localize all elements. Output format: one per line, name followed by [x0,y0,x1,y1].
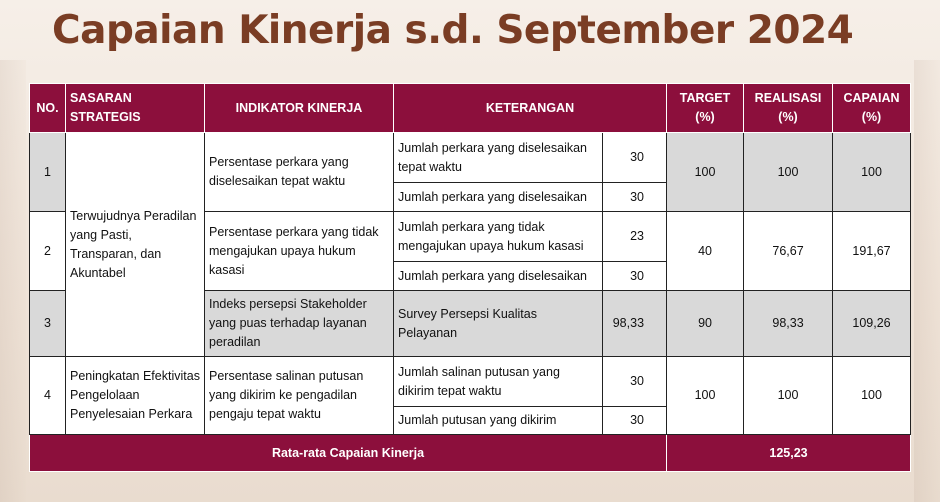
keterangan-value: 30 [603,262,667,291]
performance-table [29,83,911,472]
sasaran-cell: Peningkatan Efektivitas Pengelolaan Penyelesaian Perkara [66,357,205,435]
keterangan-value: 98,33 [603,291,667,357]
row-number: 4 [30,357,66,435]
target-cell: 100 [667,357,744,435]
background-column [0,60,26,502]
header-realisasi: REALISASI (%) [744,84,833,133]
keterangan-label: Jumlah putusan yang dikirim [394,407,603,435]
row-number: 1 [30,133,66,212]
target-cell: 90 [667,291,744,357]
capaian-cell: 100 [833,357,911,435]
realisasi-cell: 98,33 [744,291,833,357]
keterangan-label: Jumlah perkara yang diselesaikan [394,183,603,212]
keterangan-value: 30 [603,183,667,212]
header-row [30,84,911,133]
capaian-cell: 100 [833,133,911,212]
keterangan-label: Survey Persepsi Kualitas Pelayanan [394,291,603,357]
footer-value: 125,23 [667,435,911,472]
realisasi-cell: 100 [744,357,833,435]
footer-row [30,435,911,472]
table-row [30,133,911,183]
keterangan-label: Jumlah perkara yang diselesaikan [394,262,603,291]
indikator-cell: Persentase salinan putusan yang dikirim ke pengadilan pengaju tepat waktu [205,357,394,435]
footer-label: Rata-rata Capaian Kinerja [30,435,667,472]
row-number: 2 [30,212,66,291]
indikator-cell: Persentase perkara yang diselesaikan tepat waktu [205,133,394,212]
header-sasaran: SASARAN STRATEGIS [66,84,205,133]
realisasi-cell: 76,67 [744,212,833,291]
indikator-cell: Indeks persepsi Stakeholder yang puas terhadap layanan peradilan [205,291,394,357]
background-column [914,60,940,502]
keterangan-value: 30 [603,407,667,435]
keterangan-value: 23 [603,212,667,262]
target-cell: 40 [667,212,744,291]
indikator-cell: Persentase perkara yang tidak mengajukan upaya hukum kasasi [205,212,394,291]
keterangan-label: Jumlah perkara yang tidak mengajukan upaya hukum kasasi [394,212,603,262]
header-capaian: CAPAIAN (%) [833,84,911,133]
keterangan-label: Jumlah salinan putusan yang dikirim tepat waktu [394,357,603,407]
table-row [30,357,911,407]
header-target: TARGET (%) [667,84,744,133]
row-number: 3 [30,291,66,357]
keterangan-label: Jumlah perkara yang diselesaikan tepat waktu [394,133,603,183]
header-no: NO. [30,84,66,133]
page-title: Capaian Kinerja s.d. September 2024 [52,8,854,53]
header-indikator: INDIKATOR KINERJA [205,84,394,133]
capaian-cell: 109,26 [833,291,911,357]
keterangan-value: 30 [603,357,667,407]
capaian-cell: 191,67 [833,212,911,291]
target-cell: 100 [667,133,744,212]
header-keterangan: KETERANGAN [394,84,667,133]
realisasi-cell: 100 [744,133,833,212]
keterangan-value: 30 [603,133,667,183]
sasaran-cell: Terwujudnya Peradilan yang Pasti, Transparan, dan Akuntabel [66,133,205,357]
